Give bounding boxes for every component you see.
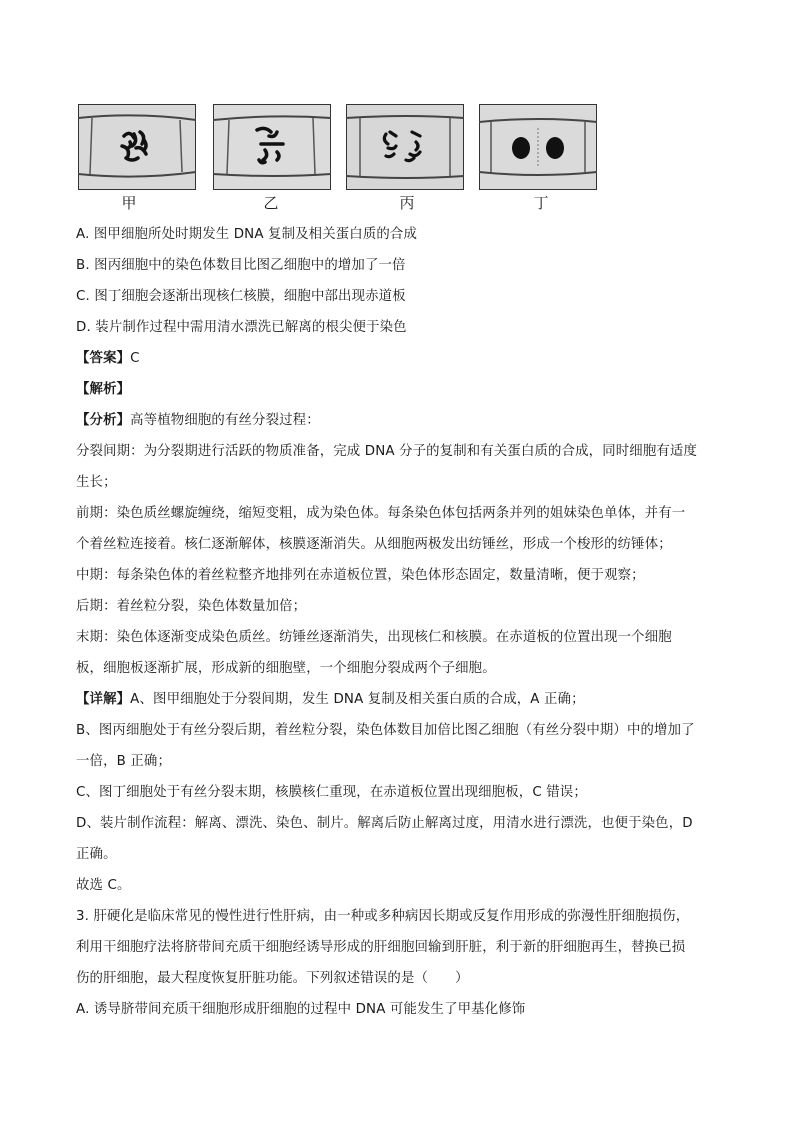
- detail-line: 正确。: [76, 847, 117, 862]
- question3-option-a: A. 诱导脐带间充质干细胞形成肝细胞的过程中 DNA 可能发生了甲基化修饰: [76, 1002, 526, 1017]
- option-d: D. 装片制作过程中需用清水漂洗已解离的根尖便于染色: [76, 320, 407, 335]
- analysis-line: 生长；: [76, 475, 117, 490]
- micrograph-ding: [479, 104, 597, 190]
- analysis-intro: 高等植物细胞的有丝分裂过程：: [130, 413, 320, 428]
- detail-line: 一倍，B 正确；: [76, 754, 171, 769]
- answer-value: C: [130, 351, 140, 366]
- detail-line: C、图丁细胞处于有丝分裂末期，核膜核仁重现，在赤道板位置出现细胞板，C 错误；: [76, 785, 587, 800]
- detail-line: D、装片制作流程：解离、漂洗、染色、制片。解离后防止解离过度，用清水进行漂洗，也便于染色，D: [76, 816, 693, 831]
- analysis-line: 中期：每条染色体的着丝粒整齐地排列在赤道板位置，染色体形态固定，数量清晰，便于观察；: [76, 568, 645, 583]
- figure-label-ding: 丁: [533, 194, 549, 212]
- analysis-heading: 【解析】: [76, 382, 131, 397]
- micrograph-bing: [346, 104, 464, 190]
- analysis-line: 前期：染色质丝螺旋缠绕，缩短变粗，成为染色体。每条染色体包括两条并列的姐妹染色单体，并有一: [76, 506, 686, 521]
- detail-first-line: [76, 690, 585, 710]
- detail-tag: 【详解】: [76, 692, 131, 707]
- answer-tag: 【答案】: [76, 351, 131, 366]
- figure-label-yi: 乙: [263, 194, 279, 212]
- question3-line: 伤的肝细胞，最大程度恢复肝脏功能。下列叙述错误的是（ ）: [76, 971, 469, 986]
- analysis-tag: 【分析】: [76, 413, 131, 428]
- detail-first: A、图甲细胞处于分裂间期，发生 DNA 复制及相关蛋白质的合成，A 正确；: [130, 692, 585, 707]
- analysis-line: 个着丝粒连接着。核仁逐渐解体，核膜逐渐消失。从细胞两极发出纺锤丝，形成一个梭形的纺锤体；: [76, 537, 672, 552]
- analysis-line: 分裂间期：为分裂期进行活跃的物质准备，完成 DNA 分子的复制和有关蛋白质的合成，同时细胞有适度: [76, 444, 697, 459]
- micrograph-jia: [78, 104, 196, 190]
- analysis-line: 板，细胞板逐渐扩展，形成新的细胞壁，一个细胞分裂成两个子细胞。: [76, 661, 496, 676]
- detail-line: B、图丙细胞处于有丝分裂后期，着丝粒分裂，染色体数目加倍比图乙细胞（有丝分裂中期）中的增加了: [76, 723, 695, 738]
- analysis-intro-line: [76, 411, 320, 431]
- question3-line: 利用干细胞疗法将脐带间充质干细胞经诱导形成的肝细胞回输到肝脏，利于新的肝细胞再生，替换已损: [76, 940, 686, 955]
- micrograph-figure: [76, 104, 606, 214]
- analysis-line: 后期：着丝粒分裂，染色体数量加倍；: [76, 599, 307, 614]
- answer-line: [76, 349, 140, 369]
- analysis-line: 末期：染色体逐渐变成染色质丝。纺锤丝逐渐消失，出现核仁和核膜。在赤道板的位置出现一个细胞: [76, 630, 672, 645]
- option-c: C. 图丁细胞会逐渐出现核仁核膜，细胞中部出现赤道板: [76, 289, 406, 304]
- detail-line: 故选 C。: [76, 878, 131, 893]
- micrograph-yi: [213, 104, 331, 190]
- figure-label-jia: 甲: [121, 194, 137, 212]
- figure-label-bing: 丙: [399, 194, 415, 212]
- question3-line: 3. 肝硬化是临床常见的慢性进行性肝病，由一种或多种病因长期或反复作用形成的弥漫性肝细胞损伤，: [76, 909, 690, 924]
- option-a: A. 图甲细胞所处时期发生 DNA 复制及相关蛋白质的合成: [76, 227, 417, 242]
- option-b: B. 图丙细胞中的染色体数目比图乙细胞中的增加了一倍: [76, 258, 406, 273]
